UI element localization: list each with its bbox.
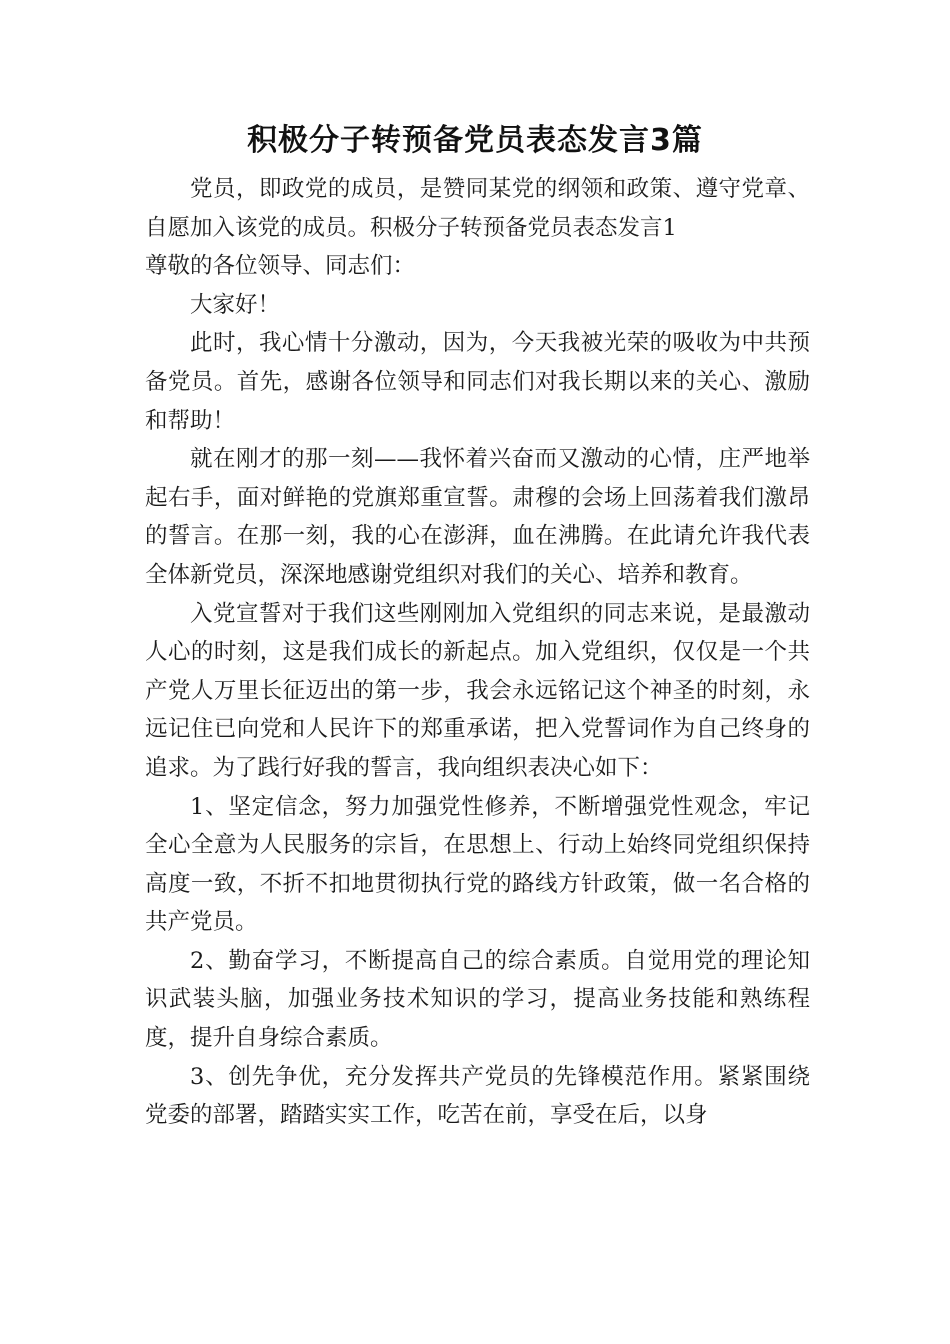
paragraph-oath-moment: 就在刚才的那一刻——我怀着兴奋而又激动的心情，庄严地举起右手，面对鲜艳的党旗郑重宣誓。肃穆的会场上回荡着我们激昂的誓言。在那一刻，我的心在澎湃，血在沸腾。在此请允许我代表全体新党员，深深地感谢党组织对我们的关心、培养和教育。 xyxy=(145,446,810,588)
paragraph-pledge-2: 2、勤奋学习，不断提高自己的综合素质。自觉用党的理论知识武装头脑，加强业务技术知识的学习，提高业务技能和熟练程度，提升自身综合素质。 xyxy=(145,947,810,1052)
document-body xyxy=(145,170,810,1135)
paragraph-greeting: 大家好！ xyxy=(190,291,281,318)
paragraph-new-start: 入党宣誓对于我们这些刚刚加入党组织的同志来说，是最激动人心的时刻，这是我们成长的新起点。加入党组织，仅仅是一个共产党人万里长征迈出的第一步，我会永远铭记这个神圣的时刻，永远记住已向党和人民许下的郑重承诺，把入党誓词作为自己终身的追求。为了践行好我的誓言，我向组织表决心如下： xyxy=(145,600,810,781)
paragraph-pledge-1: 1、坚定信念，努力加强党性修养，不断增强党性观念，牢记全心全意为人民服务的宗旨，在思想上、行动上始终同党组织保持高度一致，不折不扣地贯彻执行党的路线方针政策，做一名合格的共产党员。 xyxy=(145,793,810,936)
paragraph-salutation: 尊敬的各位领导、同志们： xyxy=(145,253,416,280)
document-title: 积极分子转预备党员表态发言3篇 xyxy=(247,123,703,158)
paragraph-thanks: 此时，我心情十分激动，因为，今天我被光荣的吸收为中共预备党员。首先，感谢各位领导和同志们对我长期以来的关心、激励和帮助！ xyxy=(145,330,810,434)
paragraph-pledge-3: 3、创先争优，充分发挥共产党员的先锋模范作用。紧紧围绕党委的部署，踏踏实实工作，吃苦在前，享受在后，以身 xyxy=(145,1063,810,1129)
paragraph-intro: 党员，即政党的成员，是赞同某党的纲领和政策、遵守党章、自愿加入该党的成员。积极分子转预备党员表态发言1 xyxy=(145,176,810,241)
